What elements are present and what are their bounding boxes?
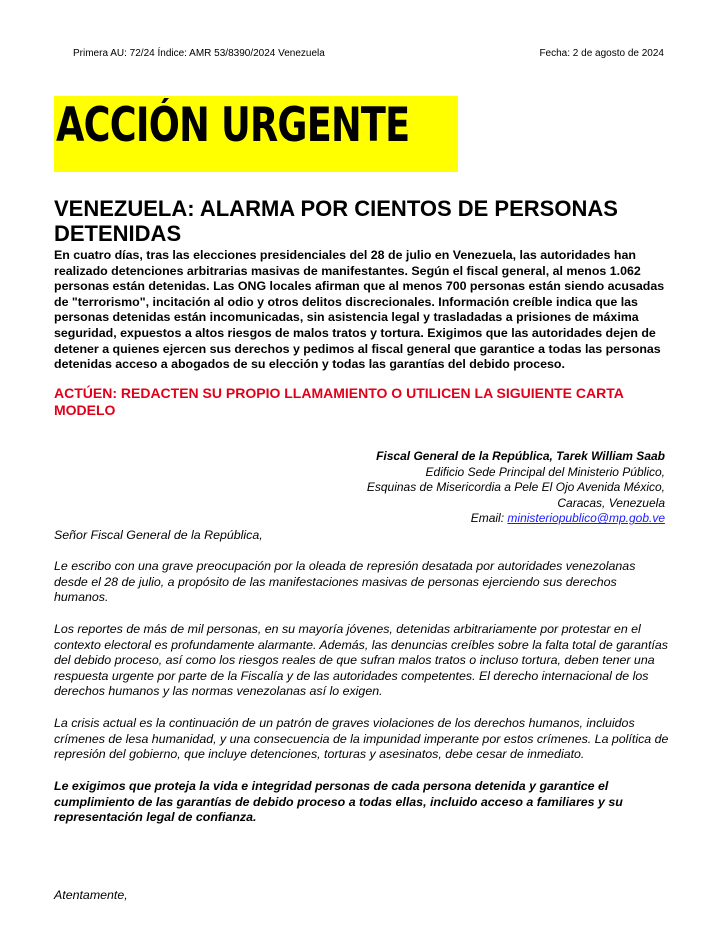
letter-demand: Le exigimos que proteja la vida e integridad personas de cada persona detenida y garantice el cumplimiento de las garantías de debido proceso a todas ellas, incluido acceso a familiares y su representación legal de confianza. [54,779,623,825]
document-date: Fecha: 2 de agosto de 2024 [539,48,664,59]
letter-paragraph-3: La crisis actual es la continuación de un patrón de graves violaciones de los derechos humanos, incluidos crímenes de lesa humanidad, y una consecuencia de la impunidad imperante por estos crímenes. La política de represión del gobierno, que incluye detenciones, torturas y asesinatos, debe cesar de inmediato. [54,716,669,762]
urgent-action-banner [54,96,458,172]
recipient-address [367,449,665,527]
email-link[interactable]: ministeriopublico@mp.gob.ve [507,511,665,526]
letter-paragraph-1: Le escribo con una grave preocupación por la oleada de represión desatada por autoridades venezolanas desde el 28 de julio, a propósito de las manifestaciones masivas de personas ejerciendo sus derechos humanos. [54,559,636,605]
letter-paragraph-2: Los reportes de más de mil personas, en su mayoría jóvenes, detenidas arbitrariamente por protestar en el contexto electoral es profundamente alarmante. Además, las denuncias creíbles sobre la falta total de garantías del debido proceso, así como los riesgos reales de que sufran malos tratos o incluso tortura, deben tener una respuesta urgente por parte de la Fiscalía y de las autoridades competentes. El derecho internacional de los derechos humanos y las normas venezolanas así lo exigen. [54,622,668,699]
email-line [367,511,665,527]
address-line-2: Esquinas de Misericordia a Pele El Ojo Avenida México, [366,480,665,495]
document-reference: Primera AU: 72/24 Índice: AMR 53/8390/2024 Venezuela [73,48,325,59]
intro-summary: En cuatro días, tras las elecciones presidenciales del 28 de julio en Venezuela, las autoridades han realizado detenciones arbitrarias masivas de manifestantes. Según el fiscal general, al menos 1.062 personas están detenidas. Las ONG locales afirman que al menos 700 personas están siendo acusadas de "terrorismo", incitación al odio y otros delitos discrecionales. Información creíble indica que las personas detenidas están incomunicadas, sin asistencia legal y trasladadas a prisiones de máxima seguridad, expuestos a altos riesgos de malos tratos y tortura. Exigimos que las autoridades dejen de detener a quienes ejercen sus derechos y pedimos al fiscal general que garantice a todas las personas detenidas acceso a abogados de su elección y todas las garantías del debido proceso. [54,248,665,372]
email-label: Email: [470,511,508,526]
letter-closing: Atentamente, [54,888,128,902]
page-title: VENEZUELA: ALARMA POR CIENTOS DE PERSONAS DETENIDAS [54,196,618,246]
address-line-3: Caracas, Venezuela [557,495,665,510]
address-line-1: Edificio Sede Principal del Ministerio Público, [425,464,665,479]
banner-title: ACCIÓN URGENTE [56,98,410,153]
call-to-action: ACTÚEN: REDACTEN SU PROPIO LLAMAMIENTO O UTILICEN LA SIGUIENTE CARTA MODELO [54,385,624,418]
letter-salutation: Señor Fiscal General de la República, [54,528,263,542]
recipient-name: Fiscal General de la República, Tarek William Saab [376,449,665,463]
